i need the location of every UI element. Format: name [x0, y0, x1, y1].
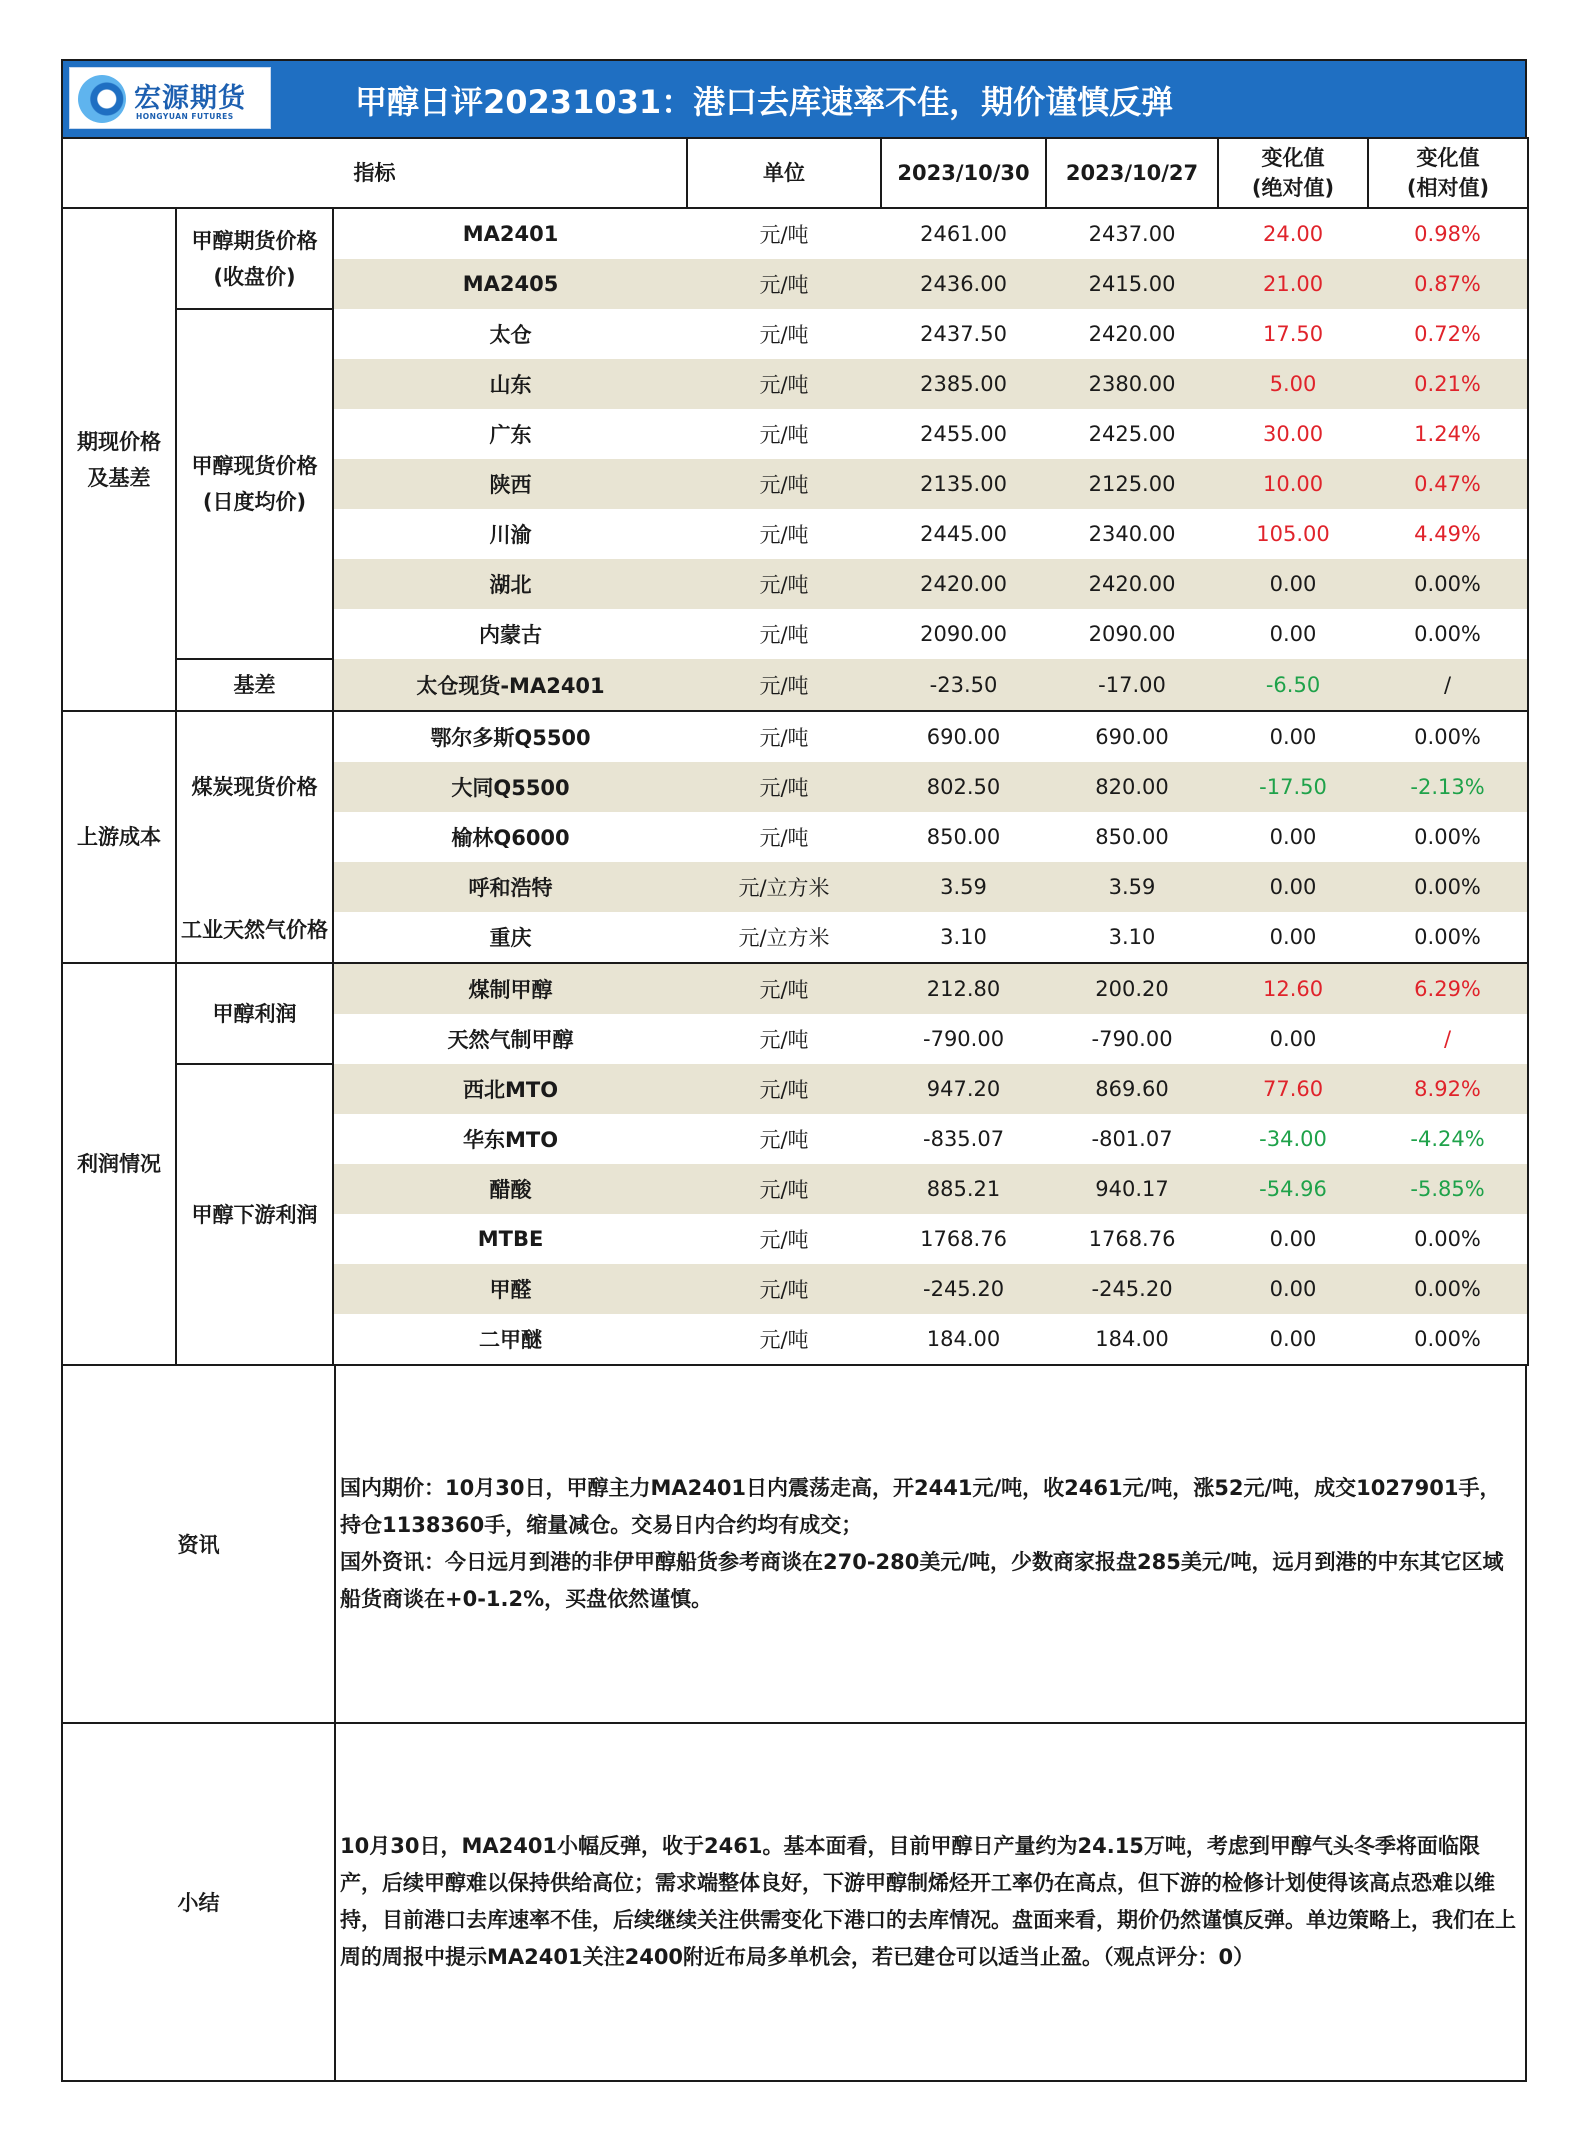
value-date-2: 2420.00 — [1088, 322, 1176, 346]
rel-change-cell: 0.00% — [1368, 862, 1528, 912]
value-date-2: 690.00 — [1095, 725, 1169, 749]
news-row — [62, 1366, 1526, 1723]
indicator-name: 湖北 — [333, 559, 687, 609]
abs-change-cell: 0.00 — [1269, 725, 1317, 749]
value-date-2: 2090.00 — [1088, 622, 1176, 646]
abs-change-cell: 10.00 — [1218, 459, 1368, 509]
header-indicator: 指标 — [62, 138, 687, 208]
rel-change-cell: -5.85% — [1368, 1164, 1528, 1214]
abs-change-cell: 30.00 — [1262, 422, 1324, 446]
value-date-1: 690.00 — [926, 725, 1001, 749]
abs-change-cell: 24.00 — [1262, 222, 1324, 246]
report-sheet — [61, 59, 1527, 2082]
table-row — [62, 963, 1528, 1014]
company-logo — [69, 67, 271, 129]
unit-cell: 元/吨 — [759, 623, 809, 647]
rel-change-cell: 0.00% — [1368, 609, 1528, 659]
table-row — [62, 711, 1528, 762]
unit-cell: 元/吨 — [759, 1128, 809, 1152]
value-date-2: 2380.00 — [1046, 359, 1218, 409]
category-upstream-cost: 上游成本 — [62, 711, 176, 963]
abs-change-cell: 0.00 — [1269, 825, 1317, 849]
indicator-name: MA2401 — [462, 222, 559, 246]
subcategory-spot-price: 甲醇现货价格 (日度均价) — [176, 309, 333, 659]
indicator-name: MA2405 — [333, 259, 687, 309]
table-row — [62, 208, 1528, 259]
indicator-name: 大同Q5500 — [333, 762, 687, 812]
value-date-2: 2420.00 — [1046, 559, 1218, 609]
unit-cell: 元/吨 — [759, 223, 809, 247]
rel-change-cell: 1.24% — [1368, 409, 1528, 459]
indicator-name: 煤制甲醇 — [333, 963, 687, 1014]
indicator-name: 陕西 — [333, 459, 687, 509]
indicator-name: 二甲醚 — [333, 1314, 687, 1365]
unit-cell: 元/吨 — [759, 1228, 809, 1252]
summary-paragraph: 10月30日，MA2401小幅反弹，收于2461。基本面看，目前甲醇日产量约为24.15万吨，考虑到甲醇气头冬季将面临限产，后续甲醇难以保持供给高位；需求端整体良好，下游甲醇制烯烃开工率仍在高点，但下游的检修计划使得该高点恐难以维持，目前港口去库速率不佳，后续继续关注供需变化下港口的去库情况。盘面来看，期价仍然谨慎反弹。单边策略上，我们在上周的周报中提示MA2401关注2400附近布局多单机会，若已建仓可以适当止盈。（观点评分：0） — [340, 1834, 1516, 1969]
value-date-1: 3.59 — [881, 862, 1046, 912]
value-date-2: 1768.76 — [1088, 1227, 1176, 1251]
summary-row — [62, 1723, 1526, 2081]
unit-cell: 元/吨 — [687, 1064, 881, 1114]
subcategory-basis: 基差 — [176, 659, 333, 711]
value-date-2: 820.00 — [1046, 762, 1218, 812]
header-unit: 单位 — [687, 138, 881, 208]
rel-change-cell: 0.00% — [1368, 912, 1528, 963]
value-date-2: 2437.00 — [1088, 222, 1176, 246]
value-date-1: 3.10 — [881, 912, 1046, 963]
rel-change-cell: 0.00% — [1368, 1314, 1528, 1365]
rel-change-cell: 0.00% — [1368, 812, 1528, 862]
value-date-1: -835.07 — [923, 1127, 1005, 1151]
indicator-name: 太仓 — [489, 323, 532, 347]
unit-cell: 元/立方米 — [687, 912, 881, 963]
summary-text — [335, 1723, 1526, 2081]
value-date-1: -245.20 — [881, 1264, 1046, 1314]
news-paragraph-2: 国外资讯：今日远月到港的非伊甲醇船货参考商谈在270-280美元/吨，少数商家报盘285美元/吨，远月到港的中东其它区域船货商谈在+0-1.2%，买盘依然谨慎。 — [340, 1550, 1504, 1611]
indicator-name: 太仓现货-MA2401 — [333, 659, 687, 711]
value-date-2: 3.59 — [1046, 862, 1218, 912]
table-row — [62, 862, 1528, 912]
value-date-1: 2090.00 — [920, 622, 1007, 646]
indicator-name: 呼和浩特 — [333, 862, 687, 912]
rel-change-cell: 0.00% — [1368, 559, 1528, 609]
title-banner — [61, 59, 1527, 137]
value-date-1: 947.20 — [881, 1064, 1046, 1114]
abs-change-cell: 0.00 — [1269, 1227, 1317, 1251]
abs-change-cell: 17.50 — [1262, 322, 1324, 346]
value-date-1: -23.50 — [881, 659, 1046, 711]
news-label: 资讯 — [62, 1366, 335, 1723]
abs-change-cell: 0.00 — [1218, 1314, 1368, 1365]
value-date-2: -245.20 — [1046, 1264, 1218, 1314]
abs-change-cell: 0.00 — [1269, 622, 1317, 646]
header-row — [62, 138, 1528, 208]
value-date-1: 2437.50 — [920, 322, 1007, 346]
unit-cell: 元/吨 — [687, 259, 881, 309]
rel-change-cell: 0.21% — [1368, 359, 1528, 409]
summary-label: 小结 — [62, 1723, 335, 2081]
rel-change-cell: 0.87% — [1368, 259, 1528, 309]
header-date-1: 2023/10/30 — [881, 138, 1046, 208]
rel-change-cell: 0.98% — [1368, 208, 1528, 259]
header-abs-change: 变化值 (绝对值) — [1218, 138, 1368, 208]
value-date-2: 2125.00 — [1046, 459, 1218, 509]
unit-cell: 元/立方米 — [687, 862, 881, 912]
abs-change-cell: 0.00 — [1218, 1264, 1368, 1314]
value-date-1: 1768.76 — [920, 1227, 1007, 1251]
indicator-name: 广东 — [489, 423, 532, 447]
indicator-name: 天然气制甲醇 — [447, 1028, 574, 1052]
unit-cell: 元/吨 — [687, 1264, 881, 1314]
table-row — [62, 309, 1528, 359]
logo-name-en: HONGYUAN FUTURES — [136, 112, 234, 121]
unit-cell: 元/吨 — [759, 726, 809, 750]
abs-change-cell: 105.00 — [1256, 522, 1330, 546]
indicator-name: 山东 — [333, 359, 687, 409]
value-date-2: -17.00 — [1046, 659, 1218, 711]
logo-mark-icon — [78, 75, 126, 123]
value-date-1: 850.00 — [926, 825, 1001, 849]
indicator-name: 榆林Q6000 — [451, 826, 570, 850]
indicator-name: MTBE — [477, 1227, 544, 1251]
value-date-1: 2135.00 — [881, 459, 1046, 509]
value-date-1: 212.80 — [881, 963, 1046, 1014]
abs-change-cell: -6.50 — [1218, 659, 1368, 711]
rel-change-cell: 0.00% — [1368, 1214, 1528, 1264]
indicator-name: 华东MTO — [462, 1128, 559, 1152]
value-date-2: 2425.00 — [1088, 422, 1176, 446]
unit-cell: 元/吨 — [687, 963, 881, 1014]
category-profit: 利润情况 — [62, 963, 176, 1365]
header-rel-change: 变化值 (相对值) — [1368, 138, 1528, 208]
rel-change-cell: 6.29% — [1368, 963, 1528, 1014]
news-text — [335, 1366, 1526, 1723]
value-date-1: 2385.00 — [881, 359, 1046, 409]
rel-change-cell: 0.47% — [1368, 459, 1528, 509]
news-paragraph-1: 国内期价：10月30日，甲醇主力MA2401日内震荡走高，开2441元/吨，收2461元/吨，涨52元/吨，成交1027901手，持仓1138360手，缩量减仓。交易日内合约均有成交； — [340, 1476, 1501, 1537]
abs-change-cell: 0.00 — [1218, 559, 1368, 609]
indicator-name: 醋酸 — [333, 1164, 687, 1214]
unit-cell: 元/吨 — [687, 1164, 881, 1214]
indicator-name: 川渝 — [489, 523, 532, 547]
rel-change-cell: / — [1368, 659, 1528, 711]
rel-change-cell: -4.24% — [1368, 1114, 1528, 1164]
abs-change-cell: 77.60 — [1218, 1064, 1368, 1114]
value-date-1: 2436.00 — [881, 259, 1046, 309]
subcategory-downstream-profit: 甲醇下游利润 — [176, 1064, 333, 1365]
subcategory-coal-price: 煤炭现货价格 — [176, 711, 333, 862]
rel-change-cell: 4.49% — [1368, 509, 1528, 559]
value-date-1: -790.00 — [923, 1027, 1005, 1051]
report-title: 甲醇日评20231031：港口去库速率不佳，期价谨慎反弹 — [355, 83, 1174, 121]
unit-cell: 元/吨 — [687, 1314, 881, 1365]
logo-name-cn: 宏源期货 — [134, 83, 246, 114]
subcategory-gas-price: 工业天然气价格 — [176, 862, 333, 963]
value-date-2: 2340.00 — [1088, 522, 1176, 546]
rel-change-cell: 0.00% — [1368, 1264, 1528, 1314]
header-date-2: 2023/10/27 — [1046, 138, 1218, 208]
abs-change-cell: -34.00 — [1259, 1127, 1327, 1151]
value-date-1: 2455.00 — [920, 422, 1007, 446]
notes-table — [61, 1366, 1527, 2082]
unit-cell: 元/吨 — [759, 523, 809, 547]
unit-cell: 元/吨 — [687, 559, 881, 609]
value-date-2: 2415.00 — [1046, 259, 1218, 309]
unit-cell: 元/吨 — [687, 359, 881, 409]
indicator-name: 甲醛 — [333, 1264, 687, 1314]
value-date-2: 850.00 — [1095, 825, 1169, 849]
abs-change-cell: -54.96 — [1218, 1164, 1368, 1214]
value-date-2: 184.00 — [1046, 1314, 1218, 1365]
value-date-1: 2445.00 — [920, 522, 1007, 546]
value-date-2: 940.17 — [1046, 1164, 1218, 1214]
indicator-name: 西北MTO — [333, 1064, 687, 1114]
value-date-1: 2461.00 — [920, 222, 1007, 246]
value-date-1: 2420.00 — [881, 559, 1046, 609]
abs-change-cell: 0.00 — [1269, 1027, 1317, 1051]
indicator-name: 内蒙古 — [479, 623, 543, 647]
unit-cell: 元/吨 — [687, 659, 881, 711]
table-row — [62, 1064, 1528, 1114]
abs-change-cell: 0.00 — [1218, 912, 1368, 963]
value-date-2: 200.20 — [1046, 963, 1218, 1014]
unit-cell: 元/吨 — [759, 1028, 809, 1052]
value-date-2: -801.07 — [1091, 1127, 1173, 1151]
unit-cell: 元/吨 — [759, 423, 809, 447]
category-spot-basis: 期现价格 及基差 — [62, 208, 176, 711]
rel-change-cell: 8.92% — [1368, 1064, 1528, 1114]
rel-change-cell: 0.00% — [1368, 711, 1528, 762]
abs-change-cell: 5.00 — [1218, 359, 1368, 409]
abs-change-cell: 12.60 — [1218, 963, 1368, 1014]
value-date-2: -790.00 — [1091, 1027, 1173, 1051]
value-date-1: 184.00 — [881, 1314, 1046, 1365]
indicator-name: 鄂尔多斯Q5500 — [430, 726, 591, 750]
value-date-2: 3.10 — [1046, 912, 1218, 963]
unit-cell: 元/吨 — [687, 459, 881, 509]
rel-change-cell: -2.13% — [1368, 762, 1528, 812]
subcategory-futures-price: 甲醇期货价格 (收盘价) — [176, 208, 333, 309]
unit-cell: 元/吨 — [759, 826, 809, 850]
subcategory-methanol-profit: 甲醇利润 — [176, 963, 333, 1064]
unit-cell: 元/吨 — [759, 323, 809, 347]
value-date-2: 869.60 — [1046, 1064, 1218, 1114]
abs-change-cell: 0.00 — [1218, 862, 1368, 912]
abs-change-cell: -17.50 — [1218, 762, 1368, 812]
unit-cell: 元/吨 — [687, 762, 881, 812]
table-row — [62, 659, 1528, 711]
indicator-table — [61, 137, 1529, 1366]
indicator-name: 重庆 — [333, 912, 687, 963]
rel-change-cell: 0.72% — [1368, 309, 1528, 359]
rel-change-cell: / — [1368, 1014, 1528, 1064]
table-body — [62, 208, 1528, 1365]
value-date-1: 802.50 — [881, 762, 1046, 812]
abs-change-cell: 21.00 — [1218, 259, 1368, 309]
value-date-1: 885.21 — [881, 1164, 1046, 1214]
